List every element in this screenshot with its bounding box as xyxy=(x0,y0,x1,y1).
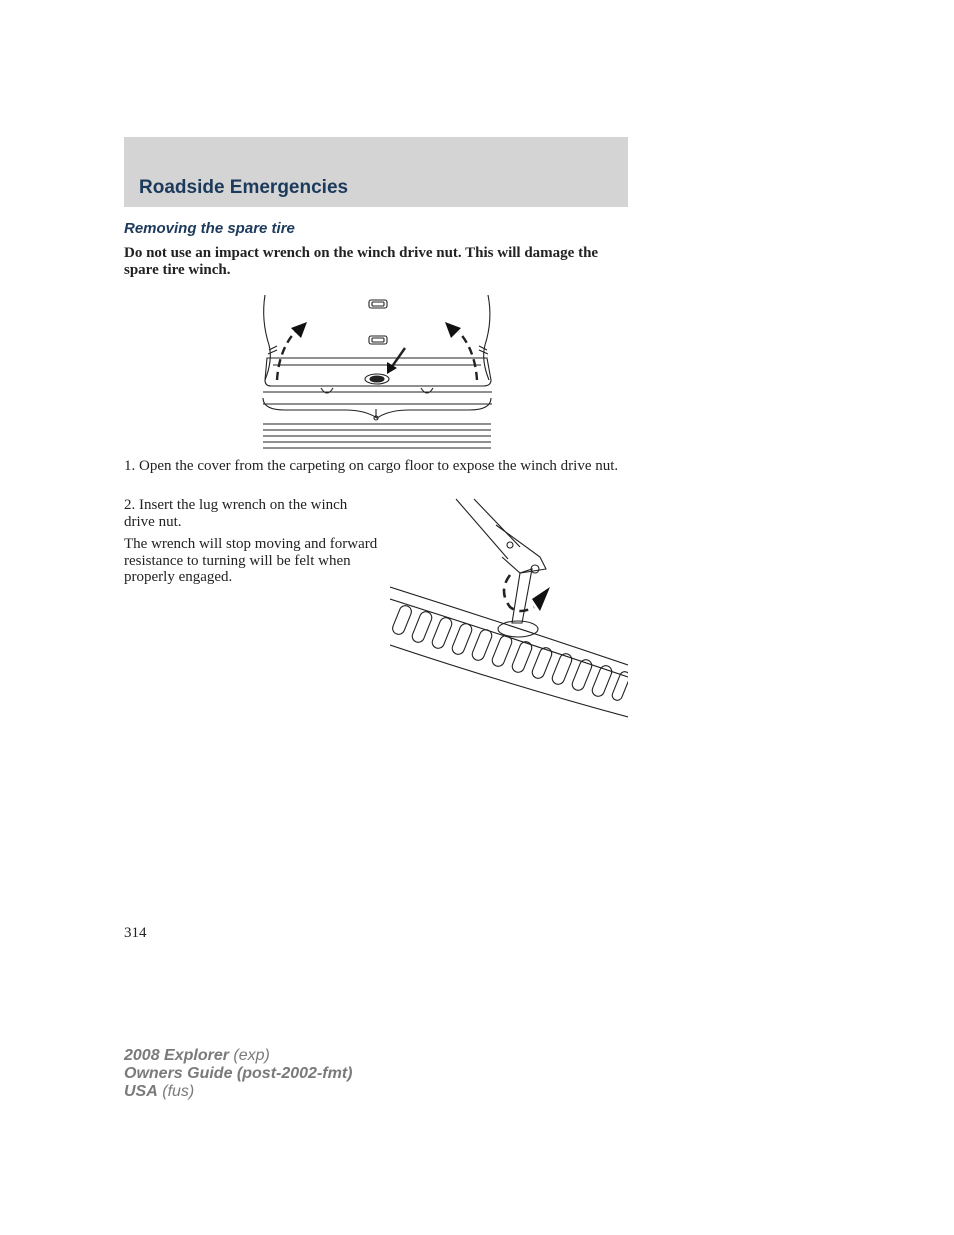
step-1-text: 1. Open the cover from the carpeting on cargo floor to expose the winch drive nut. xyxy=(124,458,619,474)
step-2-text: 2. Insert the lug wrench on the winch drive nut. xyxy=(124,497,348,530)
section-title: Roadside Emergencies xyxy=(139,177,349,198)
cargo-floor-cover-illustration xyxy=(255,290,500,452)
footer-line-3: USA (fus) xyxy=(124,1083,195,1100)
warning-text: Do not use an impact wrench on the winch drive nut. This will damage the spare tire winch. xyxy=(124,245,599,278)
footer-line-1: 2008 Explorer (exp) xyxy=(124,1047,270,1064)
footer xyxy=(124,1047,352,1101)
lug-wrench-illustration xyxy=(390,495,628,720)
page-number: 314 xyxy=(124,925,147,941)
footer-line-2: Owners Guide (post-2002-fmt) xyxy=(124,1065,353,1082)
subheading: Removing the spare tire xyxy=(124,220,295,237)
engagement-note: The wrench will stop moving and forward resistance to turning will be felt when properly engaged. xyxy=(124,536,378,585)
